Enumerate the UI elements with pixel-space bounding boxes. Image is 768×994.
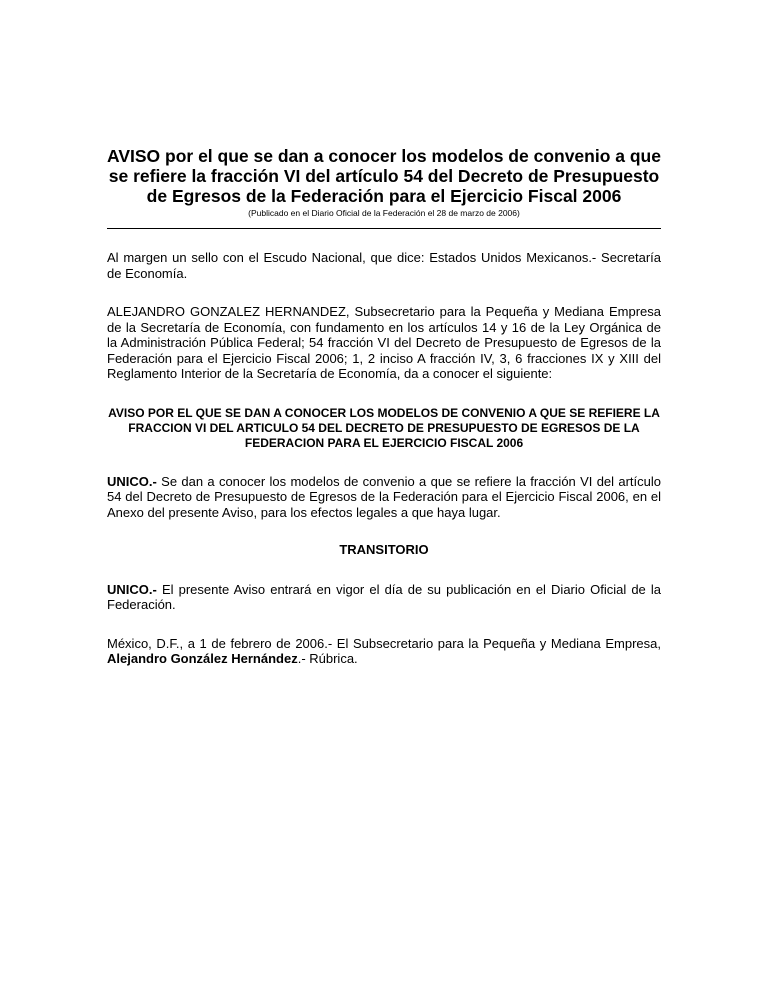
transitorio-unico-label: UNICO.- [107, 581, 157, 597]
margin-seal-paragraph: Al margen un sello con el Escudo Nacional, que dice: Estados Unidos Mexicanos.- Secretaría de Economía. [107, 250, 661, 281]
title-divider [107, 228, 661, 229]
unico-text: Se dan a conocer los modelos de convenio a que se refiere la fracción VI del artículo 54 del Decreto de Presupuesto de Egresos de la Federación para el Ejercicio Fiscal 2006, en el Anexo del presente Aviso, para los efectos legales a que haya lugar. [107, 473, 661, 520]
official-paragraph: ALEJANDRO GONZALEZ HERNANDEZ, Subsecretario para la Pequeña y Mediana Empresa de la Secretaría de Economía, con fundamento en los artículos 14 y 16 de la Ley Orgánica de la Administración Pública Federal; 54 fracción VI del Decreto de Presupuesto de Egresos de la Federación para el Ejercicio Fiscal 2006; 1, 2 inciso A fracción IV, 3, 6 fracciones IX y XIII del Reglamento Interior de la Secretaría de Economía, da a conocer el siguiente: [107, 304, 661, 381]
signer-name: Alejandro González Hernández [107, 651, 298, 666]
unico-label: UNICO.- [107, 473, 157, 489]
closing-paragraph [107, 636, 661, 667]
closing-suffix: .- Rúbrica. [297, 651, 358, 666]
notice-heading: AVISO POR EL QUE SE DAN A CONOCER LOS MODELOS DE CONVENIO A QUE SE REFIERE LA FRACCION VI DEL ARTICULO 54 DEL DECRETO DE PRESUPUESTO DE EGRESOS DE LA FEDERACION PARA EL EJERCICIO FISCAL 2006 [108, 405, 660, 450]
publication-note: (Publicado en el Diario Oficial de la Federación el 28 de marzo de 2006) [248, 208, 520, 218]
transitorio-unico-text: El presente Aviso entrará en vigor el día de su publicación en el Diario Oficial de la Federación. [107, 581, 661, 612]
closing-text: México, D.F., a 1 de febrero de 2006.- El Subsecretario para la Pequeña y Mediana Empresa, [107, 635, 661, 651]
transitorio-heading: TRANSITORIO [339, 542, 429, 557]
document-title: AVISO por el que se dan a conocer los modelos de convenio a que se refiere la fracción VI del artículo 54 del Decreto de Presupuesto de Egresos de la Federación para el Ejercicio Fiscal 2006 [107, 146, 661, 206]
unico-article-paragraph [107, 474, 661, 521]
document-page [107, 146, 661, 667]
transitorio-unico-paragraph [107, 582, 661, 613]
